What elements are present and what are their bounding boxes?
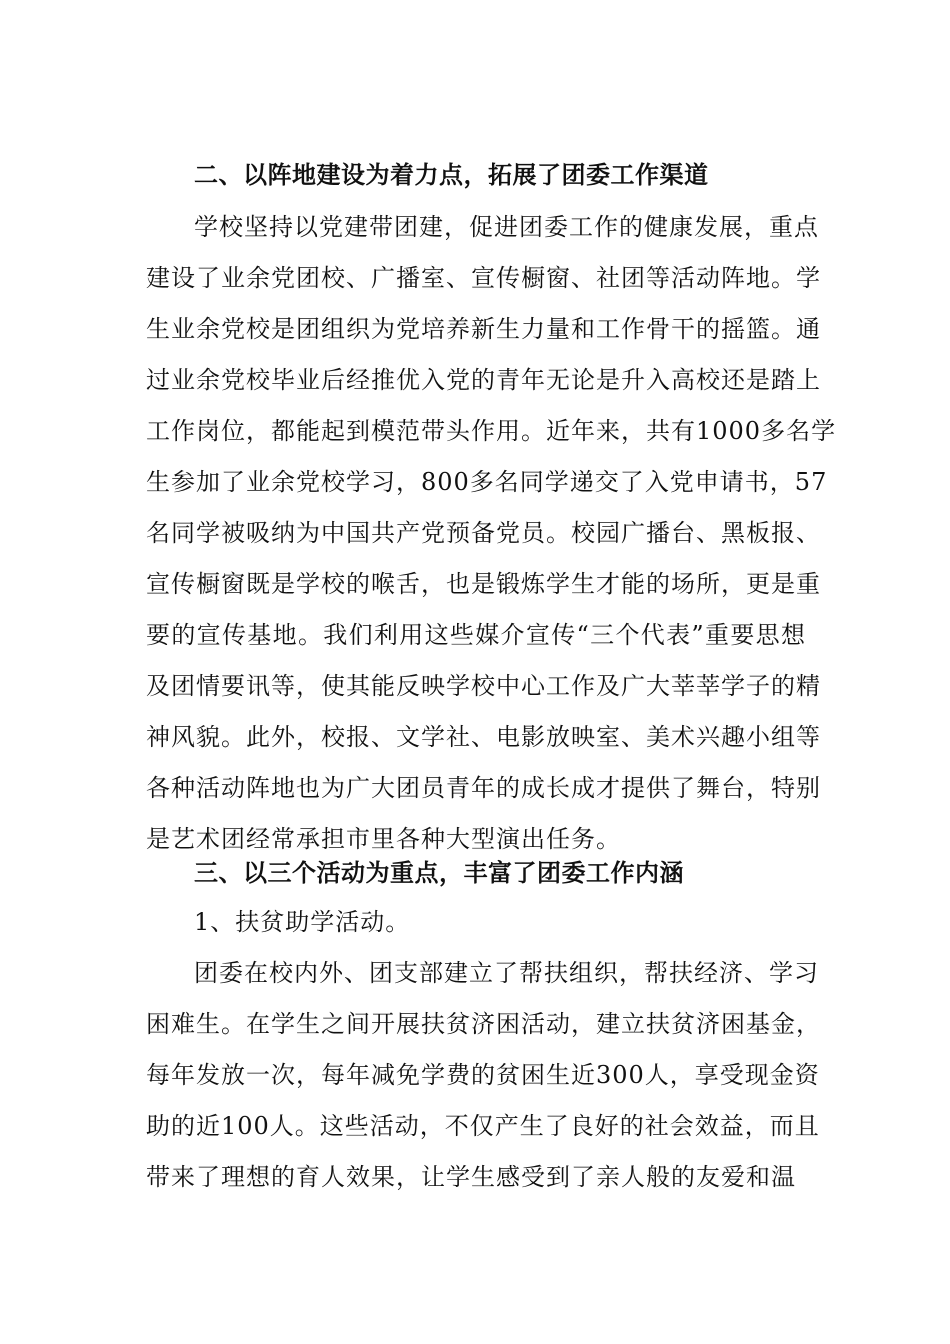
- section-3-line: 困难生。在学生之间开展扶贫济困活动，建立扶贫济困基金，: [146, 1010, 821, 1038]
- section-2-line: 建设了业余党团校、广播室、宣传橱窗、社团等活动阵地。学: [146, 264, 821, 292]
- section-2-line: 神风貌。此外，校报、文学社、电影放映室、美术兴趣小组等: [146, 723, 821, 751]
- section-3-line: 助的近100人。这些活动，不仅产生了良好的社会效益，而且: [146, 1112, 820, 1140]
- section-2-line: 生业余党校是团组织为党培养新生力量和工作骨干的摇篮。通: [146, 315, 821, 343]
- section-2-line: 宣传橱窗既是学校的喉舌，也是锻炼学生才能的场所，更是重: [146, 570, 821, 598]
- section-3-line: 每年发放一次，每年减免学费的贫困生近300人，享受现金资: [146, 1061, 820, 1089]
- section-2-line: 生参加了业余党校学习，800多名同学递交了入党申请书，57: [146, 468, 828, 496]
- section-2-line: 名同学被吸纳为中国共产党预备党员。校园广播台、黑板报、: [146, 519, 821, 547]
- section-2-line: 及团情要讯等，使其能反映学校中心工作及广大莘莘学子的精: [146, 672, 821, 700]
- section-2-line: 是艺术团经常承担市里各种大型演出任务。: [146, 825, 621, 853]
- section-3-heading: 三、以三个活动为重点，丰富了团委工作内涵: [194, 859, 684, 887]
- section-2-line: 各种活动阵地也为广大团员青年的成长成才提供了舞台，特别: [146, 774, 821, 802]
- section-2-line: 工作岗位，都能起到模范带头作用。近年来，共有1000多名学: [146, 417, 837, 445]
- section-3-subheading: 1、扶贫助学活动。: [194, 908, 411, 936]
- section-3-line: 带来了理想的育人效果，让学生感受到了亲人般的友爱和温: [146, 1163, 796, 1191]
- section-3-line: 团委在校内外、团支部建立了帮扶组织，帮扶经济、学习: [194, 959, 819, 987]
- section-2-line: 过业余党校毕业后经推优入党的青年无论是升入高校还是踏上: [146, 366, 821, 394]
- section-2-line: 要的宣传基地。我们利用这些媒介宣传“三个代表”重要思想: [146, 621, 806, 649]
- section-2-heading: 二、以阵地建设为着力点，拓展了团委工作渠道: [194, 161, 709, 189]
- section-2-line: 学校坚持以党建带团建，促进团委工作的健康发展，重点: [194, 213, 819, 241]
